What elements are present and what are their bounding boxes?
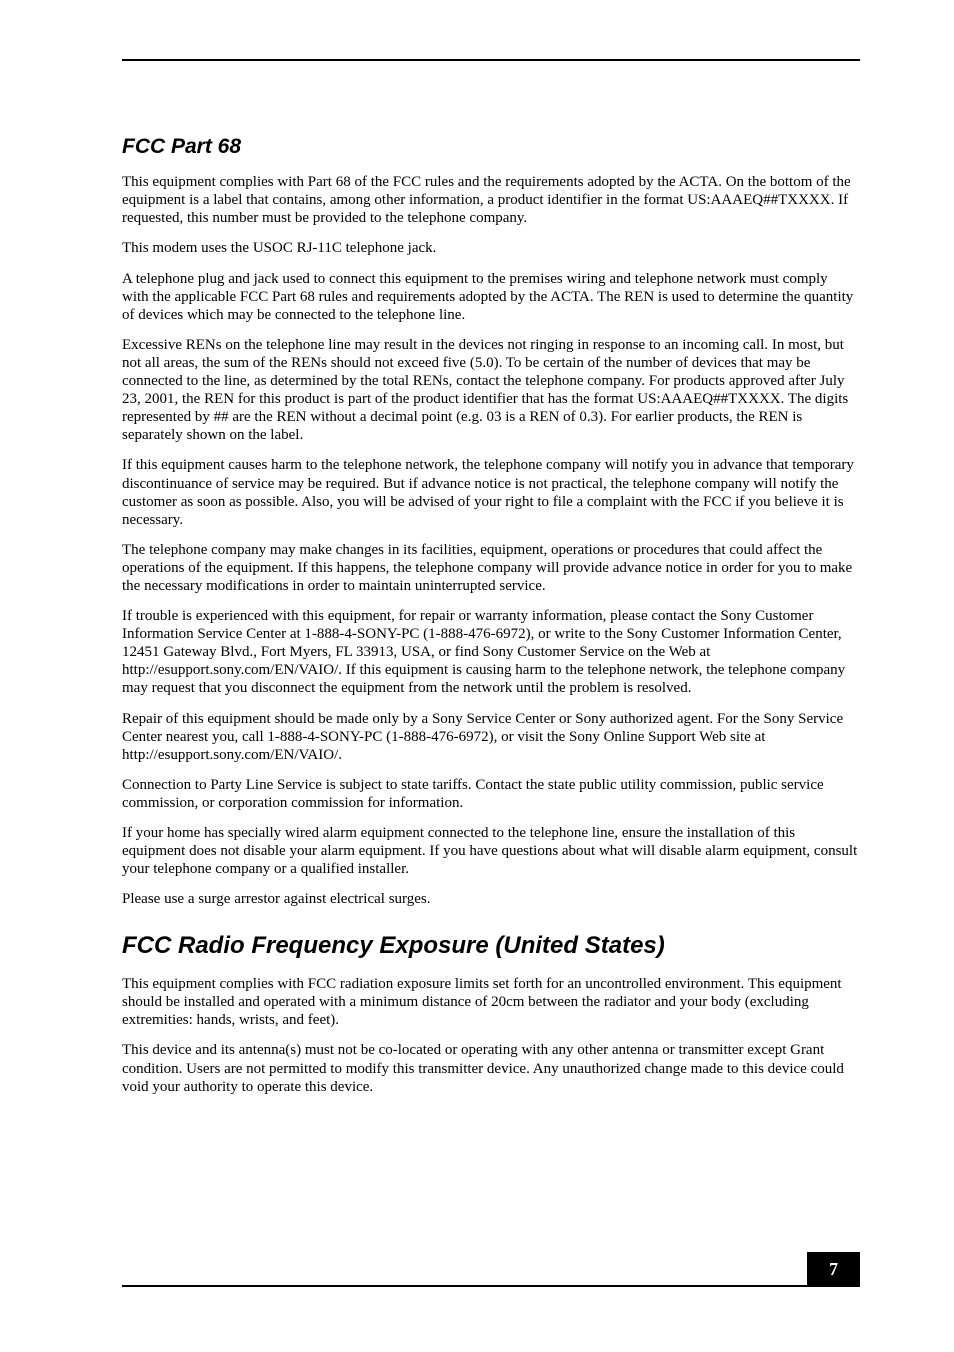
paragraph: If your home has specially wired alarm equipment connected to the telephone line, ensure the installation of this equipment does not disable your alarm equipment. If you have questions about what will disable alarm equipment, consult your telephone company or a qualified installer.	[122, 825, 858, 878]
paragraph: This equipment complies with Part 68 of the FCC rules and the requirements adopted by the ACTA. On the bottom of the equipment is a label that contains, among other information, a product identifier in the format US:AAAEQ##TXXXX. If requested, this number must be provided to the telephone company.	[122, 174, 851, 227]
section-heading-fcc-rf-exposure: FCC Radio Frequency Exposure (United States)	[122, 932, 665, 960]
paragraph: This device and its antenna(s) must not be co-located or operating with any other antenna or transmitter except Grant condition. Users are not permitted to modify this transmitter device. Any unauthorized change made to this device could void your authority to operate this device.	[122, 1042, 844, 1095]
page-content	[122, 134, 858, 1108]
section-heading-fcc-part-68: FCC Part 68	[122, 135, 242, 158]
paragraph: Connection to Party Line Service is subject to state tariffs. Contact the state public utility commission, public service commission, or corporation commission for information.	[122, 776, 824, 811]
paragraph: A telephone plug and jack used to connect this equipment to the premises wiring and telephone network must comply with the applicable FCC Part 68 rules and requirements adopted by the ACTA. The REN is used to determine the quantity of devices which may be connected to the telephone line.	[122, 270, 854, 323]
paragraph: If trouble is experienced with this equipment, for repair or warranty information, please contact the Sony Customer Information Service Center at 1-888-4-SONY-PC (1-888-476-6972), or write to the Sony Customer Information Center, 12451 Gateway Blvd., Fort Myers, FL 33913, USA, or find Sony Customer Service on the Web at http://esupport.sony.com/EN/VAIO/. If this equipment is causing harm to the telephone network, the telephone company may request that you disconnect the equipment from the network until the problem is resolved.	[122, 608, 846, 697]
page-number: 7	[807, 1252, 860, 1287]
paragraph: This equipment complies with FCC radiation exposure limits set forth for an uncontrolled environment. This equipment should be installed and operated with a minimum distance of 20cm between the radiator and your body (excluding extremities: hands, wrists, and feet).	[122, 976, 842, 1029]
footer-rule	[122, 1285, 860, 1287]
paragraph: If this equipment causes harm to the telephone network, the telephone company will notify you in advance that temporary discontinuance of service may be required. But if advance notice is not practical, the telephone company will notify the customer as soon as possible. Also, you will be advised of your right to file a complaint with the FCC if you believe it is necessary.	[122, 457, 854, 528]
paragraph: The telephone company may make changes in its facilities, equipment, operations or procedures that could affect the operations of the equipment. If this happens, the telephone company will provide advance notice in order for you to make the necessary modifications in order to maintain uninterrupted service.	[122, 541, 853, 594]
paragraph: Please use a surge arrestor against electrical surges.	[122, 891, 431, 908]
paragraph: Excessive RENs on the telephone line may result in the devices not ringing in response to an incoming call. In most, but not all areas, the sum of the RENs should not exceed five (5.0). To be certain of the number of devices that may be connected to the line, as determined by the total RENs, contact the telephone company. For products approved after July 23, 2001, the REN for this product is part of the product identifier that has the format US:AAAEQ##TXXXX. The digits represented by ## are the REN without a decimal point (e.g. 03 is a REN of 0.3). For earlier products, the REN is separately shown on the label.	[122, 336, 849, 444]
header-rule	[122, 59, 860, 61]
paragraph: This modem uses the USOC RJ-11C telephone jack.	[122, 240, 437, 257]
paragraph: Repair of this equipment should be made only by a Sony Service Center or Sony authorized agent. For the Sony Service Center nearest you, call 1-888-4-SONY-PC (1-888-476-6972), or visit the Sony Online Support Web site at http://esupport.sony.com/EN/VAIO/.	[122, 710, 844, 763]
